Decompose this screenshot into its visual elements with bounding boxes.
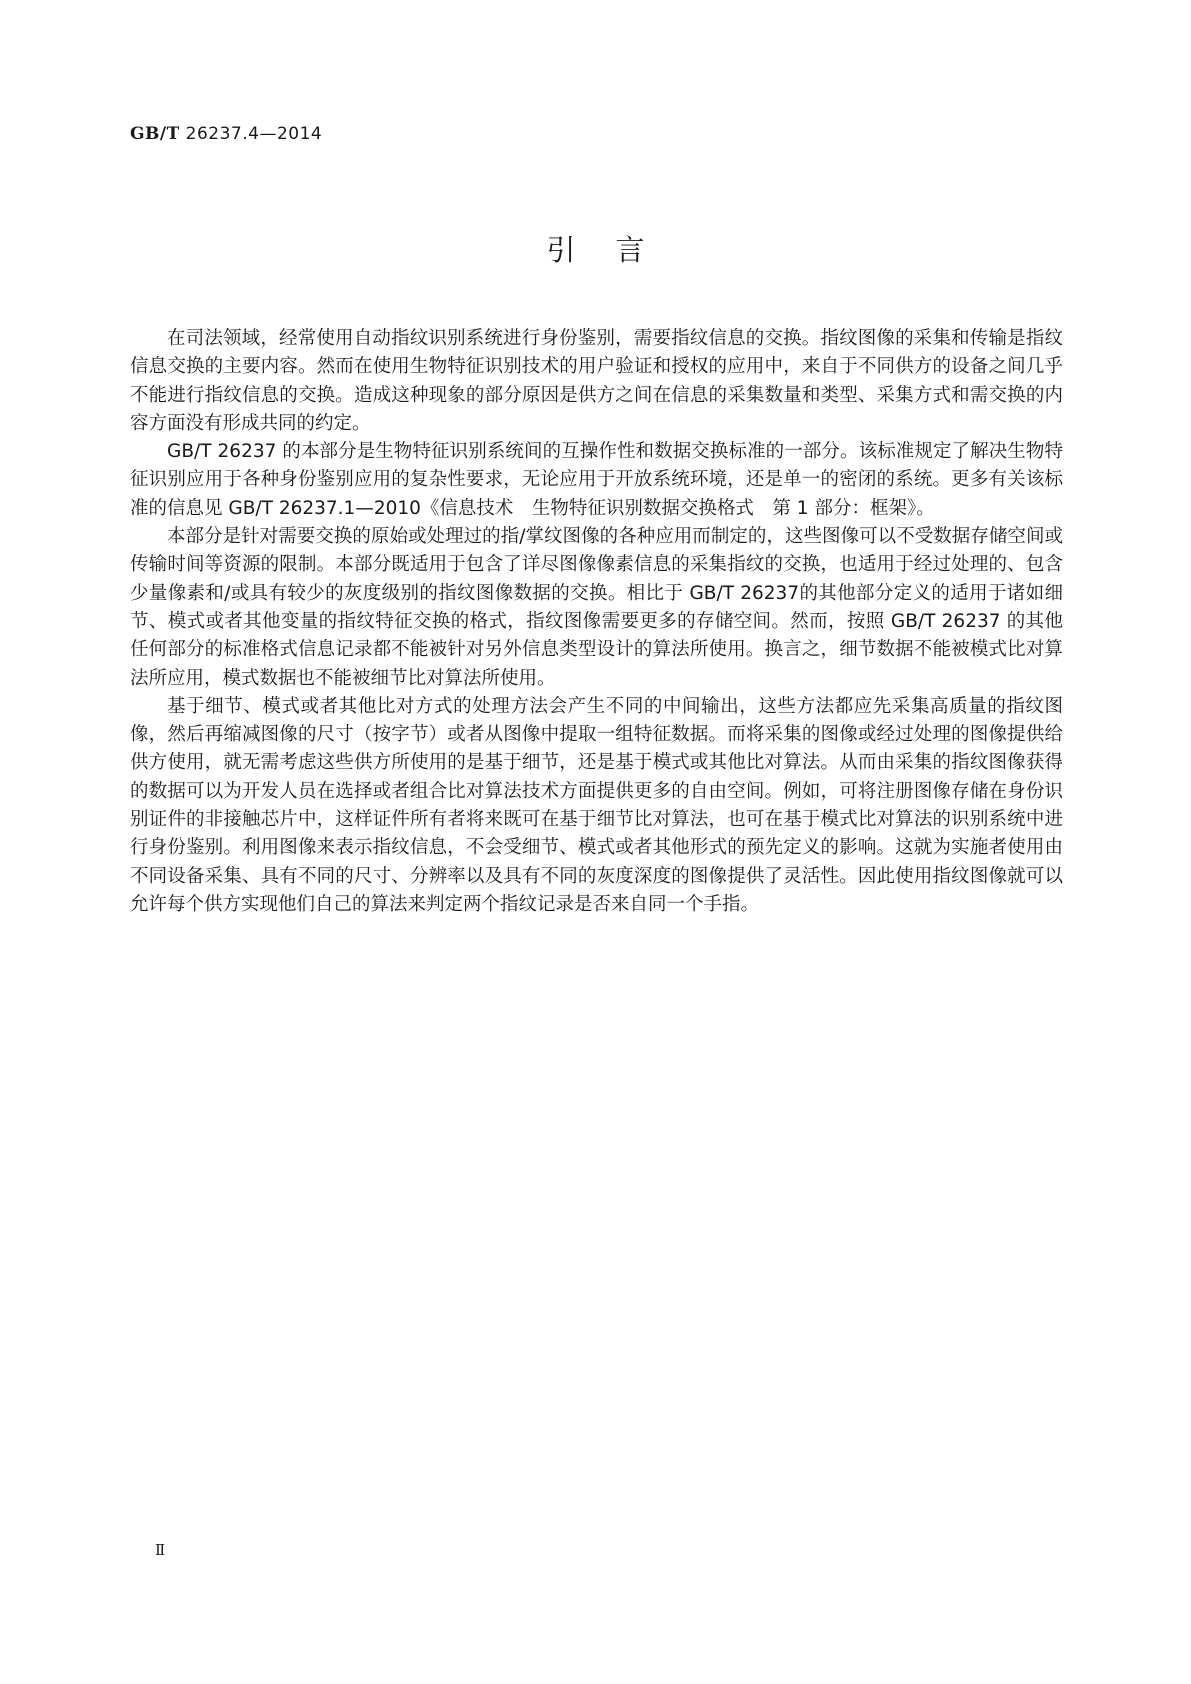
standard-prefix: GB/T bbox=[130, 124, 180, 144]
paragraph-3: 本部分是针对需要交换的原始或处理过的指/掌纹图像的各种应用而制定的，这些图像可以不受数据存储空间或传输时间等资源的限制。本部分既适用于包含了详尽图像像素信息的采集指纹的交换，也适用于经过处理的、包含少量像素和/或具有较少的灰度级别的指纹图像数据的交换。相比于 GB/T 26237的其他部分定义的适用于诸如细节、模式或者其他变量的指纹特征交换的格式，指纹图像需要更多的存储空间。然而，按照 GB/T 26237 的其他任何部分的标准格式信息记录都不能被针对另外信息类型设计的算法所使用。换言之，细节数据不能被模式比对算法所应用，模式数据也不能被细节比对算法所使用。 bbox=[130, 526, 1063, 689]
section-title: 引言 bbox=[546, 233, 685, 267]
document-header bbox=[130, 124, 322, 144]
paragraph-4: 基于细节、模式或者其他比对方式的处理方法会产生不同的中间输出，这些方法都应先采集高质量的指纹图像，然后再缩减图像的尺寸（按字节）或者从图像中提取一组特征数据。而将采集的图像或经过处理的图像提供给供方使用，就无需考虑这些供方所使用的是基于细节，还是基于模式或其他比对算法。从而由采集的指纹图像获得的数据可以为开发人员在选择或者组合比对算法技术方面提供更多的自由空间。例如，可将注册图像存储在身份识别证件的非接触芯片中，这样证件所有者将来既可在基于细节比对算法，也可在基于模式比对算法的识别系统中进行身份鉴别。利用图像来表示指纹信息，不会受细节、模式或者其他形式的预先定义的影响。这就为实施者使用由不同设备采集、具有不同的尺寸、分辨率以及具有不同的灰度深度的图像提供了灵活性。因此使用指纹图像就可以允许每个供方实现他们自己的算法来判定两个指纹记录是否来自同一个手指。 bbox=[130, 695, 1063, 915]
standard-number: 26237.4—2014 bbox=[185, 124, 323, 144]
paragraph-2: GB/T 26237 的本部分是生物特征识别系统间的互操作性和数据交换标准的一部分。该标准规定了解决生物特征识别应用于各种身份鉴别应用的复杂性要求，无论应用于开放系统环境，还是单一的密闭的系统。更多有关该标准的信息见 GB/T 26237.1—2010《信息技术 生物特征识别数据交换格式 第 1 部分：框架》。 bbox=[130, 441, 1063, 519]
paragraph-1: 在司法领域，经常使用自动指纹识别系统进行身份鉴别，需要指纹信息的交换。指纹图像的采集和传输是指纹信息交换的主要内容。然而在使用生物特征识别技术的用户验证和授权的应用中，来自于不同供方的设备之间几乎不能进行指纹信息的交换。造成这种现象的部分原因是供方之间在信息的采集数量和类型、采集方式和需交换的内容方面没有形成共同的约定。 bbox=[130, 328, 1063, 434]
introduction-body bbox=[130, 325, 1063, 919]
page-number: Ⅱ bbox=[155, 1541, 166, 1559]
